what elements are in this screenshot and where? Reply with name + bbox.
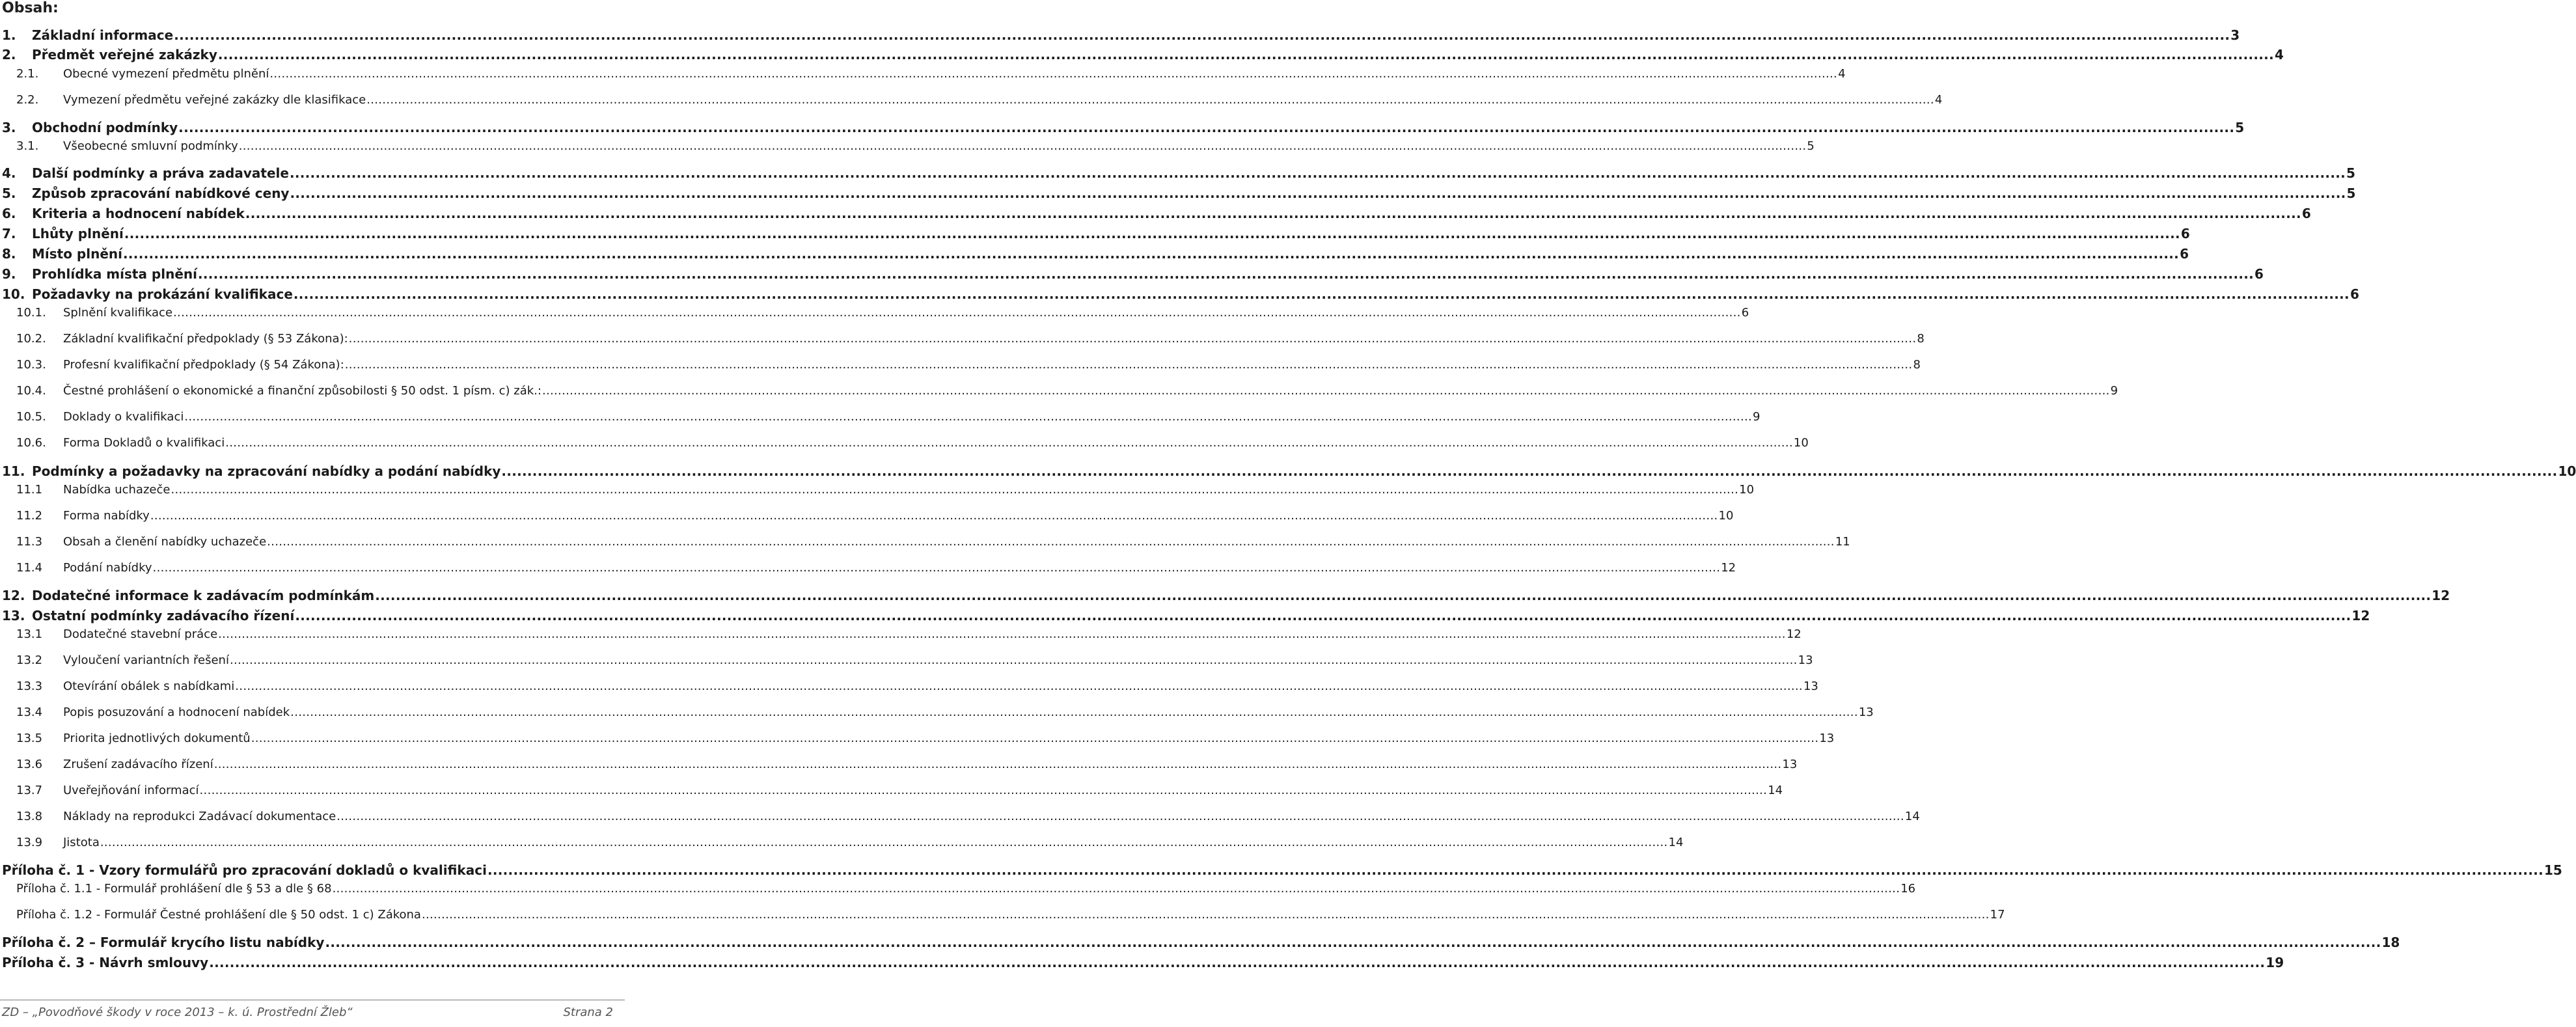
toc-entry-title: Prohlídka místa plnění (32, 266, 197, 282)
toc-entry-number: 13. (2, 608, 25, 623)
toc-entry-number: 2.2. (16, 93, 39, 107)
toc-leader-dots: ................................................................................................................................................................................................................................................................................................................................................................................................................ (123, 246, 2180, 262)
toc-leader-dots: ................................................................................................................................................................................................................................................................................................................................................................................................................ (325, 935, 2381, 950)
toc-page-number: 6 (2254, 266, 2264, 282)
toc-leader-dots: ................................................................................................................................................................................................................................................................................................................................................................................................................ (332, 882, 1900, 896)
toc-entry-11-3[interactable] (2, 535, 1850, 549)
toc-entry-number: 13.7 (16, 784, 43, 797)
toc-leader-dots: ................................................................................................................................................................................................................................................................................................................................................................................................................ (150, 509, 1718, 523)
toc-entry-13-8[interactable] (2, 810, 1920, 823)
toc-page-number: 12 (2351, 608, 2370, 623)
toc-entry-title: Kriteria a hodnocení nabídek (32, 206, 245, 221)
toc-entry-number: 9. (2, 266, 16, 282)
toc-page-number: 4 (2274, 47, 2284, 62)
toc-leader-dots: ................................................................................................................................................................................................................................................................................................................................................................................................................ (267, 535, 1835, 549)
toc-entry-number: 11. (2, 463, 25, 479)
toc-entry-5[interactable] (2, 185, 2356, 201)
toc-page-number: 8 (1917, 332, 1925, 346)
toc-page-number: 5 (1807, 139, 1815, 153)
toc-entry-title: Požadavky na prokázání kvalifikace (32, 286, 293, 302)
toc-entry-title: Dodatečné informace k zadávacím podmínkám (32, 588, 375, 603)
toc-entry-title: Podání nabídky (63, 561, 152, 575)
toc-page-number: 15 (2544, 862, 2562, 878)
footer-page-number: Strana 2 (563, 1006, 613, 1019)
toc-entry-2[interactable] (2, 47, 2284, 62)
toc-entry-9[interactable] (2, 266, 2264, 282)
page-title: Obsah: (2, 0, 59, 16)
toc-page-number: 5 (2235, 120, 2245, 135)
toc-leader-dots: ................................................................................................................................................................................................................................................................................................................................................................................................................ (290, 705, 1858, 719)
toc-entry-title: Otevírání obálek s nabídkami (63, 679, 235, 693)
toc-entry-title: Způsob zpracování nabídkové ceny (32, 185, 290, 201)
toc-entry-title: Příloha č. 2 – Formulář krycího listu nabídky (2, 935, 325, 950)
toc-entry-11-4[interactable] (2, 561, 1736, 575)
toc-leader-dots: ................................................................................................................................................................................................................................................................................................................................................................................................................ (541, 384, 2110, 398)
toc-page-number: 13 (1858, 705, 1874, 719)
toc-entry-number: 10.2. (16, 332, 46, 346)
toc-entry-title: Priorita jednotlivých dokumentů (63, 732, 251, 745)
toc-page-number: 14 (1668, 836, 1684, 849)
toc-page-number: 10 (1718, 509, 1734, 523)
toc-page-number: 12 (1721, 561, 1736, 575)
toc-entry-title: Obsah a členění nabídky uchazeče (63, 535, 267, 549)
toc-leader-dots: ................................................................................................................................................................................................................................................................................................................................................................................................................ (124, 226, 2180, 241)
toc-entry-number: 11.4 (16, 561, 43, 575)
toc-entry-number: 5. (2, 185, 16, 201)
toc-entry-title: Předmět veřejné zakázky (32, 47, 217, 62)
toc-entry-10-3[interactable] (2, 358, 1921, 372)
toc-leader-dots: ................................................................................................................................................................................................................................................................................................................................................................................................................ (238, 139, 1807, 153)
toc-entry-number: 13.6 (16, 758, 43, 771)
toc-entry-title: Ostatní podmínky zadávacího řízení (32, 608, 295, 623)
toc-entry-title: Vymezení předmětu veřejné zakázky dle klasifikace (63, 93, 366, 107)
toc-leader-dots: ................................................................................................................................................................................................................................................................................................................................................................................................................ (251, 732, 1819, 745)
toc-page-number: 17 (1990, 908, 2005, 922)
toc-entry-title: Obchodní podmínky (32, 120, 178, 135)
toc-leader-dots: ................................................................................................................................................................................................................................................................................................................................................................................................................ (295, 608, 2351, 623)
toc-entry-11[interactable] (2, 463, 2576, 479)
toc-page-number: 10 (1793, 436, 1809, 450)
toc-entry-title: Vyloučení variantních řešení (63, 653, 229, 667)
toc-page-number: 6 (2180, 226, 2190, 241)
toc-page-number: 6 (2301, 206, 2311, 221)
toc-entry-number: 6. (2, 206, 16, 221)
toc-entry-title: Obecné vymezení předmětu plnění (63, 67, 269, 81)
toc-leader-dots: ................................................................................................................................................................................................................................................................................................................................................................................................................ (293, 286, 2350, 302)
toc-leader-dots: ................................................................................................................................................................................................................................................................................................................................................................................................................ (501, 463, 2558, 479)
toc-page-number: 8 (1913, 358, 1921, 372)
toc-entry-title: Místo plnění (32, 246, 122, 262)
toc-entry-4[interactable] (2, 165, 2355, 181)
toc-entry-2-1[interactable] (2, 67, 1846, 81)
toc-entry-number: 13.2 (16, 653, 43, 667)
toc-leader-dots: ................................................................................................................................................................................................................................................................................................................................................................................................................ (173, 306, 1741, 320)
toc-leader-dots: ................................................................................................................................................................................................................................................................................................................................................................................................................ (209, 955, 2266, 970)
toc-leader-dots: ................................................................................................................................................................................................................................................................................................................................................................................................................ (289, 165, 2346, 181)
toc-entry-title: Zrušení zadávacího řízení (63, 758, 213, 771)
toc-entry-number: 11.3 (16, 535, 43, 549)
toc-entry-number: 10. (2, 286, 25, 302)
toc-leader-dots: ................................................................................................................................................................................................................................................................................................................................................................................................................ (197, 266, 2254, 282)
toc-entry-10[interactable] (2, 286, 2359, 302)
toc-entry-13-3[interactable] (2, 679, 1818, 693)
toc-entry-appendix[interactable] (16, 882, 1916, 896)
toc-entry-3[interactable] (2, 120, 2245, 135)
toc-page-number: 13 (1782, 758, 1798, 771)
toc-entry-10-4[interactable] (2, 384, 2118, 398)
toc-entry-title: Základní informace (32, 27, 174, 43)
toc-entry-title: Další podmínky a práva zadavatele (32, 165, 289, 181)
toc-entry-13-4[interactable] (2, 705, 1874, 719)
toc-entry-11-2[interactable] (2, 509, 1734, 523)
toc-leader-dots: ................................................................................................................................................................................................................................................................................................................................................................................................................ (199, 784, 1768, 797)
toc-entry-12[interactable] (2, 588, 2450, 603)
toc-entry-number: 10.4. (16, 384, 46, 398)
toc-entry-1[interactable] (2, 27, 2240, 43)
toc-leader-dots: ................................................................................................................................................................................................................................................................................................................................................................................................................ (245, 206, 2301, 221)
toc-entry-title: Náklady na reprodukci Zadávací dokumentace (63, 810, 336, 823)
toc-page-number: 19 (2266, 955, 2284, 970)
toc-leader-dots: ................................................................................................................................................................................................................................................................................................................................................................................................................ (290, 185, 2346, 201)
toc-entry-number: 11.1 (16, 483, 43, 497)
toc-entry-title: Jistota (63, 836, 100, 849)
toc-page-number: 12 (1786, 627, 1802, 641)
toc-entry-7[interactable] (2, 226, 2190, 241)
toc-page-number: 14 (1904, 810, 1920, 823)
toc-entry-title: Dodatečné stavební práce (63, 627, 218, 641)
toc-entry-number: 1. (2, 27, 16, 43)
toc-entry-number: 8. (2, 246, 16, 262)
toc-entry-13-1[interactable] (2, 627, 1802, 641)
toc-entry-13-7[interactable] (2, 784, 1783, 797)
toc-page-number: 12 (2432, 588, 2450, 603)
toc-entry-number: 2.1. (16, 67, 39, 81)
toc-leader-dots: ................................................................................................................................................................................................................................................................................................................................................................................................................ (100, 836, 1668, 849)
toc-entry-10-5[interactable] (2, 410, 1761, 424)
toc-page-number: 4 (1934, 93, 1943, 107)
toc-page-number: 18 (2381, 935, 2400, 950)
toc-entry-title: Doklady o kvalifikaci (63, 410, 184, 424)
toc-leader-dots: ................................................................................................................................................................................................................................................................................................................................................................................................................ (269, 67, 1838, 81)
toc-entry-number: 10.5. (16, 410, 46, 424)
toc-entry-number: 2. (2, 47, 16, 62)
toc-entry-2-2[interactable] (2, 93, 1943, 107)
toc-leader-dots: ................................................................................................................................................................................................................................................................................................................................................................................................................ (348, 332, 1917, 346)
toc-entry-title: Forma nabídky (63, 509, 150, 523)
toc-leader-dots: ................................................................................................................................................................................................................................................................................................................................................................................................................ (174, 27, 2230, 43)
toc-entry-appendix[interactable] (2, 935, 2400, 950)
toc-entry-11-1[interactable] (2, 483, 1755, 497)
toc-page-number: 5 (2346, 165, 2355, 181)
toc-entry-number: 13.9 (16, 836, 43, 849)
toc-entry-10-1[interactable] (2, 306, 1749, 320)
toc-entry-title: Příloha č. 1.2 - Formulář Čestné prohlášení dle § 50 odst. 1 c) Zákona (16, 908, 421, 922)
toc-leader-dots: ................................................................................................................................................................................................................................................................................................................................................................................................................ (225, 436, 1793, 450)
toc-page-number: 10 (1739, 483, 1755, 497)
toc-entry-13-2[interactable] (2, 653, 1813, 667)
toc-entry-10-2[interactable] (2, 332, 1925, 346)
toc-leader-dots: ................................................................................................................................................................................................................................................................................................................................................................................................................ (152, 561, 1721, 575)
toc-entry-appendix[interactable] (2, 862, 2562, 878)
toc-page-number: 11 (1835, 535, 1850, 549)
toc-leader-dots: ................................................................................................................................................................................................................................................................................................................................................................................................................ (218, 627, 1786, 641)
toc-page-number: 9 (2110, 384, 2118, 398)
toc-entry-title: Čestné prohlášení o ekonomické a finanční způsobilosti § 50 odst. 1 písm. c) zák.: (63, 384, 541, 398)
footer-document-title: ZD – „Povodňové škody v roce 2013 – k. ú. Prostřední Žleb“ (2, 1006, 353, 1019)
toc-entry-title: Splnění kvalifikace (63, 306, 173, 320)
toc-page-number: 6 (2180, 246, 2189, 262)
toc-entry-number: 13.1 (16, 627, 43, 641)
toc-entry-number: 11.2 (16, 509, 43, 523)
toc-entry-number: 3. (2, 120, 16, 135)
toc-page-number: 3 (2230, 27, 2240, 43)
toc-entry-number: 7. (2, 226, 16, 241)
toc-leader-dots: ................................................................................................................................................................................................................................................................................................................................................................................................................ (344, 358, 1913, 372)
toc-entry-13-6[interactable] (2, 758, 1798, 771)
toc-leader-dots: ................................................................................................................................................................................................................................................................................................................................................................................................................ (336, 810, 1904, 823)
toc-entry-13-9[interactable] (2, 836, 1684, 849)
toc-page-number: 6 (2350, 286, 2359, 302)
toc-entry-title: Lhůty plnění (32, 226, 124, 241)
toc-leader-dots: ................................................................................................................................................................................................................................................................................................................................................................................................................ (217, 47, 2274, 62)
toc-page-number: 13 (1803, 679, 1818, 693)
toc-entry-6[interactable] (2, 206, 2311, 221)
toc-page-number: 14 (1768, 784, 1783, 797)
toc-page-number: 9 (1753, 410, 1761, 424)
toc-page-number: 13 (1798, 653, 1813, 667)
toc-entry-number: 3.1. (16, 139, 39, 153)
toc-entry-title: Základní kvalifikační předpoklady (§ 53 Zákona): (63, 332, 348, 346)
toc-entry-title: Forma Dokladů o kvalifikaci (63, 436, 225, 450)
toc-leader-dots: ................................................................................................................................................................................................................................................................................................................................................................................................................ (375, 588, 2432, 603)
toc-entry-title: Profesní kvalifikační předpoklady (§ 54 Zákona): (63, 358, 344, 372)
toc-entry-number: 10.3. (16, 358, 46, 372)
toc-entry-title: Příloha č. 1.1 - Formulář prohlášení dle § 53 a dle § 68 (16, 882, 332, 896)
toc-entry-8[interactable] (2, 246, 2189, 262)
toc-entry-title: Příloha č. 1 - Vzory formulářů pro zpracování dokladů o kvalifikaci (2, 862, 487, 878)
toc-entry-3-1[interactable] (2, 139, 1815, 153)
toc-entry-13-5[interactable] (2, 732, 1835, 745)
toc-entry-number: 13.4 (16, 705, 43, 719)
toc-entry-title: Všeobecné smluvní podmínky (63, 139, 238, 153)
toc-page-number: 5 (2346, 185, 2356, 201)
toc-entry-title: Příloha č. 3 - Návrh smlouvy (2, 955, 209, 970)
toc-entry-number: 13.3 (16, 679, 43, 693)
toc-leader-dots: ................................................................................................................................................................................................................................................................................................................................................................................................................ (421, 908, 1990, 922)
toc-entry-title: Uveřejňování informací (63, 784, 199, 797)
toc-leader-dots: ................................................................................................................................................................................................................................................................................................................................................................................................................ (184, 410, 1753, 424)
toc-page-number: 16 (1900, 882, 1916, 896)
toc-entry-appendix[interactable] (16, 908, 2005, 922)
page-footer (0, 1000, 625, 1027)
toc-entry-title: Nabídka uchazeče (63, 483, 171, 497)
toc-page-number: 4 (1838, 67, 1846, 81)
toc-page-number: 13 (1819, 732, 1835, 745)
toc-entry-number: 13.5 (16, 732, 43, 745)
toc-leader-dots: ................................................................................................................................................................................................................................................................................................................................................................................................................ (178, 120, 2235, 135)
toc-entry-number: 10.6. (16, 436, 46, 450)
toc-page-number: 6 (1741, 306, 1749, 320)
toc-entry-appendix[interactable] (2, 955, 2284, 970)
toc-entry-number: 4. (2, 165, 16, 181)
toc-page-number: 10 (2558, 463, 2576, 479)
toc-entry-number: 10.1. (16, 306, 46, 320)
toc-entry-title: Popis posuzování a hodnocení nabídek (63, 705, 290, 719)
toc-entry-title: Podmínky a požadavky na zpracování nabídky a podání nabídky (32, 463, 501, 479)
toc-entry-number: 13.8 (16, 810, 43, 823)
toc-leader-dots: ................................................................................................................................................................................................................................................................................................................................................................................................................ (366, 93, 1934, 107)
toc-leader-dots: ................................................................................................................................................................................................................................................................................................................................................................................................................ (213, 758, 1782, 771)
toc-entry-number: 12. (2, 588, 25, 603)
toc-entry-10-6[interactable] (2, 436, 1809, 450)
toc-leader-dots: ................................................................................................................................................................................................................................................................................................................................................................................................................ (229, 653, 1798, 667)
toc-leader-dots: ................................................................................................................................................................................................................................................................................................................................................................................................................ (487, 862, 2544, 878)
toc-leader-dots: ................................................................................................................................................................................................................................................................................................................................................................................................................ (235, 679, 1803, 693)
toc-leader-dots: ................................................................................................................................................................................................................................................................................................................................................................................................................ (171, 483, 1739, 497)
toc-entry-13[interactable] (2, 608, 2370, 623)
